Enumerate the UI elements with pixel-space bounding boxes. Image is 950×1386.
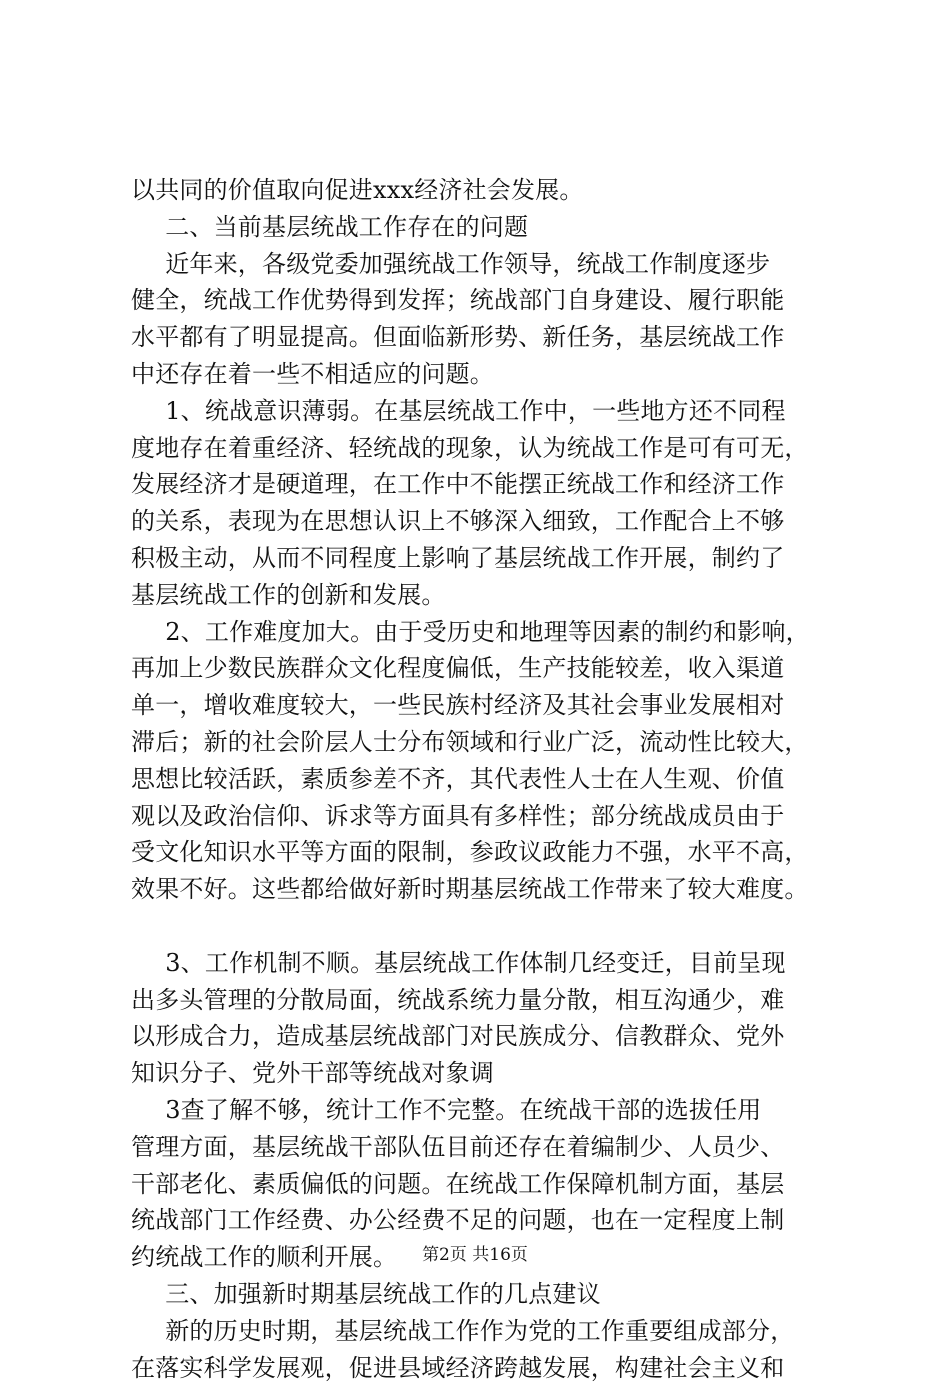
text-line: 中还存在着一些不相适应的问题。	[131, 356, 831, 393]
text-line: 以形成合力，造成基层统战部门对民族成分、信教群众、党外	[131, 1018, 831, 1055]
text-line: 受文化知识水平等方面的限制，参政议政能力不强，水平不高，	[131, 834, 831, 871]
page-number-footer: 第2页 共16页	[0, 1240, 950, 1265]
text-line: 发展经济才是硬道理，在工作中不能摆正统战工作和经济工作	[131, 466, 831, 503]
blank-line	[131, 908, 831, 945]
text-line: 度地存在着重经济、轻统战的现象，认为统战工作是可有可无，	[131, 430, 831, 467]
text-line: 滞后；新的社会阶层人士分布领域和行业广泛，流动性比较大，	[131, 724, 831, 761]
text-line: 3、工作机制不顺。基层统战工作体制几经变迁，目前呈现	[131, 945, 831, 982]
text-line: 思想比较活跃，素质参差不齐，其代表性人士在人生观、价值	[131, 761, 831, 798]
text-line: 以共同的价值取向促进xxx经济社会发展。	[131, 172, 831, 209]
text-line: 3查了解不够，统计工作不完整。在统战干部的选拔任用	[131, 1092, 831, 1129]
text-line: 效果不好。这些都给做好新时期基层统战工作带来了较大难度。	[131, 871, 831, 908]
text-line: 1、统战意识薄弱。在基层统战工作中，一些地方还不同程	[131, 393, 831, 430]
section-heading: 三、加强新时期基层统战工作的几点建议	[131, 1276, 831, 1313]
text-line: 基层统战工作的创新和发展。	[131, 577, 831, 614]
text-line: 观以及政治信仰、诉求等方面具有多样性；部分统战成员由于	[131, 798, 831, 835]
text-line: 积极主动，从而不同程度上影响了基层统战工作开展，制约了	[131, 540, 831, 577]
text-line: 约统战工作的顺利开展。	[131, 1239, 831, 1276]
text-line: 在落实科学发展观，促进县域经济跨越发展，构建社会主义和	[131, 1350, 831, 1386]
document-body	[131, 172, 831, 1386]
text-line: 的关系，表现为在思想认识上不够深入细致，工作配合上不够	[131, 503, 831, 540]
text-line: 水平都有了明显提高。但面临新形势、新任务，基层统战工作	[131, 319, 831, 356]
text-line: 单一，增收难度较大，一些民族村经济及其社会事业发展相对	[131, 687, 831, 724]
text-line: 统战部门工作经费、办公经费不足的问题，也在一定程度上制	[131, 1202, 831, 1239]
text-line: 管理方面，基层统战干部队伍目前还存在着编制少、人员少、	[131, 1129, 831, 1166]
text-line: 知识分子、党外干部等统战对象调	[131, 1055, 831, 1092]
text-line: 2、工作难度加大。由于受历史和地理等因素的制约和影响，	[131, 614, 831, 651]
text-line: 新的历史时期，基层统战工作作为党的工作重要组成部分，	[131, 1313, 831, 1350]
text-line: 干部老化、素质偏低的问题。在统战工作保障机制方面，基层	[131, 1166, 831, 1203]
text-line: 再加上少数民族群众文化程度偏低，生产技能较差，收入渠道	[131, 650, 831, 687]
text-line: 近年来，各级党委加强统战工作领导，统战工作制度逐步	[131, 246, 831, 283]
section-heading: 二、当前基层统战工作存在的问题	[131, 209, 831, 246]
text-line: 出多头管理的分散局面，统战系统力量分散，相互沟通少，难	[131, 982, 831, 1019]
text-line: 健全，统战工作优势得到发挥；统战部门自身建设、履行职能	[131, 282, 831, 319]
